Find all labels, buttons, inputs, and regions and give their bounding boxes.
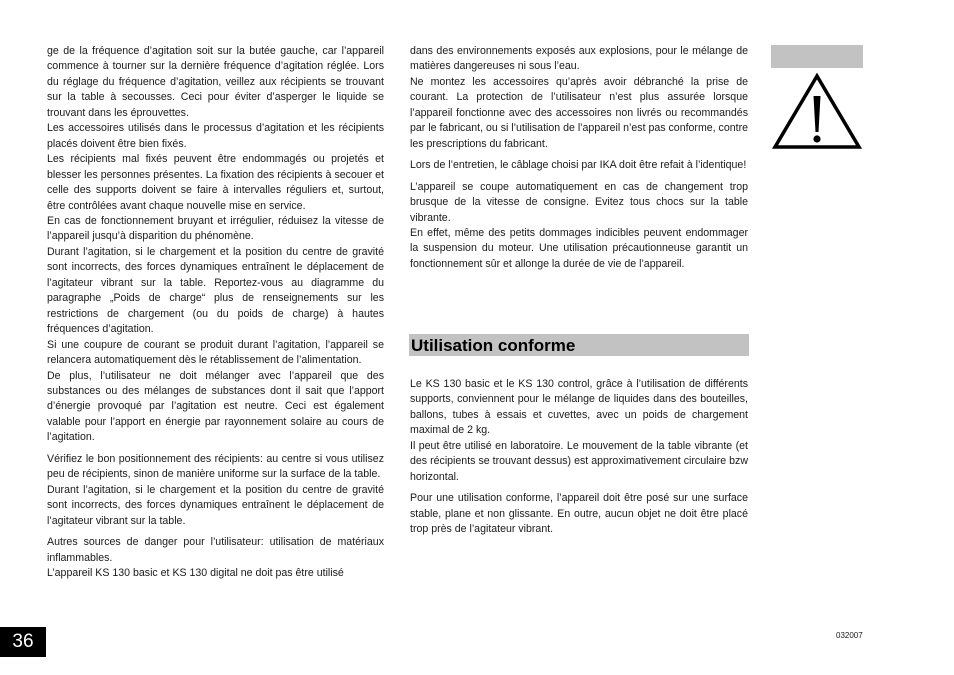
warning-triangle-svg [771,72,863,150]
paragraph: Lors de l’entretien, le câblage choisi par IKA doit être refait à l’identique! [410,159,747,172]
section-heading [409,334,749,356]
document-code: 032007 [836,631,863,640]
paragraph: En cas de fonctionnement bruyant et irrégulier, réduisez la vitesse de l’appareil jusqu’à disparition du phénomène. [47,214,384,243]
paragraph: Le KS 130 basic et le KS 130 control, grâce à l’utilisation de différents supports, conviennent pour le mélange de liquides dans des bouteilles, ballons, tubes à essais et cuvettes, avec un poids de chargement maximal de 2 kg. [410,378,748,437]
paragraph: L’appareil se coupe automatiquement en cas de changement trop brusque de la vitesse de consigne. Evitez tous chocs sur la table vibrante. [410,180,748,224]
text-column-left [47,44,384,581]
paragraph: Durant l’agitation, si le chargement et la position du centre de gravité sont incorrects, des forces dynamiques entraînent le déplacement de l’agitateur vibrant sur la table. Reportez-vous au diagramme du paragraphe „Poids de charge“ plus de renseignements sur les restrictions de chargement (ou du poids de charge) à hautes fréquences d’agitation. [47,245,384,336]
section-heading-text: Utilisation conforme [411,336,576,355]
paragraph: L’appareil KS 130 basic et KS 130 digital ne doit pas être utilisé [47,566,344,579]
page-number: 36 [0,627,46,657]
paragraph: Vérifiez le bon positionnement des récipients: au centre si vous utilisez peu de récipients, sinon de manière uniforme sur la surface de la table. [47,452,384,481]
paragraph: Durant l’agitation, si le chargement et la position du centre de gravité sont incorrects, des forces dynamiques entraînent le déplacement de l’agitateur vibrant sur la table. [47,483,384,527]
paragraph: ge de la fréquence d’agitation soit sur la butée gauche, car l’appareil commence à tourner sur la dernière fréquence d’agitation réglée. Lors du réglage du fréquence d’agitation, veillez aux récipients se trouvant sur la table à secousses. Ceci pour éviter d’asperger le liquide se trouvant dans les éprouvettes. [47,45,384,119]
warning-header-bar [771,45,863,68]
text-column-right-section [410,377,748,538]
warning-triangle-icon [771,72,863,150]
paragraph: Il peut être utilisé en laboratoire. Le mouvement de la table vibrante (et des récipients se trouvant dessus) est approximativement circulaire bzw horizontal. [410,439,748,483]
paragraph: Pour une utilisation conforme, l’appareil doit être posé sur une surface stable, plane et non glissante. En outre, aucun objet ne doit être placé trop près de l’agitateur vibrant. [410,492,748,536]
paragraph: Autres sources de danger pour l’utilisateur: utilisation de matériaux inflammables. [47,536,384,564]
paragraph: Les récipients mal fixés peuvent être endommagés ou projetés et blesser les personnes présentes. La fixation des récipients à secouer et celle des supports doivent se faire à intervalles réguliers et, surtout, être contrôlées avant chaque nouvelle mise en service. [47,153,384,212]
paragraph: Ne montez les accessoires qu’après avoir débranché la prise de courant. La protection de l’utilisateur n’est plus assurée lorsque l’appareil fonctionne avec des accessoires non livrés ou recommandés par le fabricant, ou si l’utilisation de l’appareil n’est pas conforme, contre les prescriptions du fabricant. [410,75,749,150]
text-column-right [410,44,748,272]
paragraph: En effet, même des petits dommages indicibles peuvent endommager la suspension du moteur. Une utilisation précautionneuse garantit un fonctionnement sûr et allonge la durée de vie de l’appareil. [410,226,748,270]
paragraph: De plus, l’utilisateur ne doit mélanger avec l’appareil que des substances ou des mélanges de substances dont il sait que l’apport d’énergie provoqué par l’agitation est neutre. Ceci est également valable pour l’apport en énergie par rayonnement solaire au cours de l’agitation. [47,369,384,444]
paragraph: Les accessoires utilisés dans le processus d’agitation et les récipients placés doivent être bien fixés. [47,122,384,150]
paragraph: dans des environnements exposés aux explosions, pour le mélange de matières dangereuses ni sous l’eau. [410,45,748,73]
paragraph: Si une coupure de courant se produit durant l’agitation, l’appareil se relancera automatiquement dès le rétablissement de l’alimentation. [47,338,384,367]
